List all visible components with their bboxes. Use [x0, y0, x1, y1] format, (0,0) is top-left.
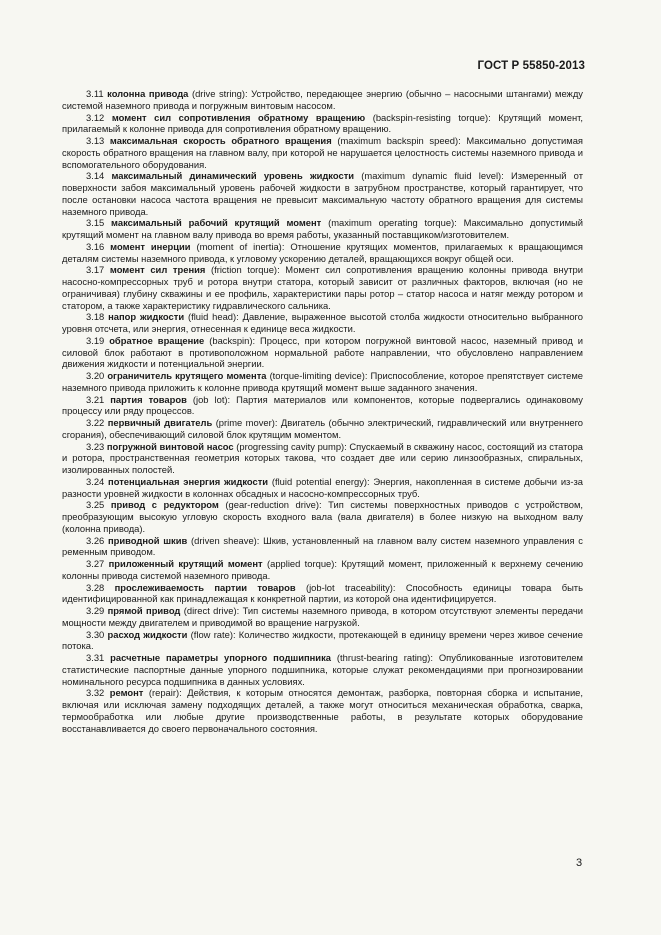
term-english: (fluid head) [187, 311, 237, 323]
term-entry [62, 112, 583, 136]
term-name: максимальный рабочий крутящий момент [111, 217, 322, 229]
page-header-standard: ГОСТ Р 55850-2013 [477, 60, 585, 72]
term-definition: : Измеренный от поверхности забоя максимальный уровень рабочей жидкости в затрубном пространстве, который гарантирует, что после остановки насоса частота вращения не превысит максимальную частоту обратного вращения для системы наземного привода. [62, 170, 583, 217]
term-definition: : Двигатель (обычно электрический, гидравлический или внутреннего сгорания), обеспечивающий силовой блок крутящим моментом. [62, 417, 584, 440]
term-name: ремонт [109, 687, 144, 699]
term-entry [62, 629, 583, 653]
term-entry [62, 335, 583, 370]
term-english: (backspin) [209, 334, 253, 346]
term-english: (thrust-bearing rating) [336, 652, 431, 663]
term-english: (drive string) [191, 88, 246, 99]
term-number: 3.20 [86, 370, 105, 381]
term-number: 3.24 [86, 475, 105, 487]
term-number: 3.21 [86, 393, 105, 405]
term-number: 3.19 [86, 334, 105, 346]
term-definition: : Партия материалов или компонентов, которые подвергались одинаковому процессу или ряду процессов. [62, 393, 583, 417]
term-entry [62, 170, 583, 217]
term-definition: : Приспособление, которое препятствует системе наземного привода приложить к колонне привода крутящий момент выше заданного значения. [62, 370, 584, 393]
term-number: 3.23 [86, 440, 105, 452]
term-name: первичный двигатель [107, 417, 213, 428]
term-entry [62, 605, 583, 629]
term-entry [62, 417, 583, 441]
term-english: (gear-reduction drive) [225, 499, 319, 511]
term-definition: : Энергия, накопленная в системе добычи из-за разности уровней жидкости в колоннах обсадных и насосно-компрессорных труб. [62, 475, 583, 499]
term-entry [62, 264, 583, 311]
term-definition: : Максимально допустимый крутящий момент на главном валу привода во время работы, указанный поставщиком/изготовителем. [62, 217, 584, 240]
term-number: 3.26 [86, 534, 105, 546]
term-name: момент сил трения [109, 264, 206, 276]
term-number: 3.18 [86, 311, 105, 323]
term-name: прямой привод [107, 605, 181, 616]
term-entry [62, 582, 583, 606]
term-entry [62, 311, 583, 335]
term-english: (flow rate) [190, 628, 233, 640]
term-english: (direct drive) [183, 605, 237, 616]
term-number: 3.22 [86, 417, 105, 428]
term-number: 3.28 [86, 581, 105, 593]
term-number: 3.32 [86, 687, 105, 699]
term-name: прослеживаемость партии товаров [114, 581, 296, 593]
term-definition: : Отношение крутящих моментов, прилагаемых к вращающимся деталям системы наземного привода, к угловому ускорению деталей, вращающихся вокруг общей оси. [62, 240, 584, 264]
term-definition: : Шкив, установленный на главном валу систем наземного управления с ременным приводом. [62, 534, 583, 558]
term-english: (backspin-resisting torque) [372, 111, 489, 123]
term-definition: : Количество жидкости, протекающей в единицу времени через живое сечение потока. [62, 628, 583, 652]
term-definition: : Тип системы поверхностных приводов с устройством, преобразующим высокую угловую скорость входного вала (вала двигателя) в более низкую на выходном валу (колонна привода). [62, 499, 584, 534]
term-english: (applied torque) [266, 558, 335, 569]
term-definition: : Момент сил сопротивления вращению колонны привода внутри насосно-компрессорных труб и ротора внутри статора, который зависит от различных факторов, включая (но не ограничивая) глубину скважины и ее профиль, характеристики пары ротор – статор насоса и натяг между ротором и статором, а также характеристику гидравлического сальника. [62, 264, 583, 311]
term-entry [62, 88, 583, 112]
term-number: 3.12 [86, 111, 105, 123]
term-name: колонна привода [107, 88, 189, 99]
term-name: максимальная скорость обратного вращения [109, 135, 332, 146]
page-number: 3 [576, 857, 583, 869]
term-english: (maximum backspin speed) [337, 135, 459, 146]
term-definition: : Действия, к которым относятся демонтаж, разборка, повторная сборка и испытание, включая или исключая замену подходящих деталей, а также могут относиться механическая обработка, сварка, термообработка или любые другие производственные работы, в результате которых оборудование восстанавливается до своего первоначального состояния. [62, 687, 583, 734]
term-definition: : Тип системы наземного привода, в котором отсутствуют элементы передачи мощности между двигателем и приводимой во вращение нагрузкой. [62, 605, 584, 628]
term-number: 3.25 [86, 499, 105, 511]
term-entry [62, 370, 583, 394]
term-entry [62, 241, 583, 265]
term-definition: : Максимально допустимая скорость обратного вращения на главном валу, при которой не нарушается целостность системы наземного привода и вспомогательного оборудования. [62, 135, 583, 170]
term-name: момент инерции [110, 240, 191, 252]
term-number: 3.29 [86, 605, 105, 616]
term-name: приводной шкив [108, 534, 188, 546]
term-english: (maximum dynamic fluid level) [361, 170, 502, 182]
term-english: (prime mover) [215, 417, 275, 428]
term-name: напор жидкости [108, 311, 185, 323]
term-number: 3.16 [86, 240, 105, 252]
term-entry [62, 217, 583, 241]
term-english: (fluid potential energy) [271, 475, 368, 487]
term-number: 3.11 [86, 88, 104, 99]
term-definition: : Крутящий момент, прилагаемый к колонне привода для сопротивления обратному вращению. [62, 111, 584, 135]
term-english: (repair) [148, 687, 180, 699]
term-entry [62, 476, 583, 500]
term-english: (job lot) [192, 393, 228, 405]
term-number: 3.17 [86, 264, 105, 276]
term-english: (progressing cavity pump) [236, 440, 345, 452]
term-english: (driven sheave) [191, 534, 257, 546]
term-entry [62, 135, 583, 170]
term-entry [62, 441, 583, 476]
term-name: расчетные параметры упорного подшипника [110, 652, 331, 663]
term-name: партия товаров [110, 393, 187, 405]
term-name: момент сил сопротивления обратному вращению [111, 111, 366, 123]
term-name: приложенный крутящий момент [108, 558, 263, 569]
term-number: 3.13 [86, 135, 105, 146]
term-number: 3.27 [86, 558, 105, 569]
term-name: ограничитель крутящего момента [107, 370, 267, 381]
term-entry [62, 687, 583, 734]
term-definition: : Опубликованные изготовителем статистические паспортные данные упорного подшипника, которые служат рекомендациями при прогнозировании номинального ресурса подшипника в данных условиях. [62, 652, 583, 687]
term-number: 3.14 [86, 170, 105, 182]
term-entry [62, 652, 583, 687]
term-name: погружной винтовой насос [106, 440, 234, 452]
term-number: 3.15 [86, 217, 105, 229]
term-definition: : Спускаемый в скважину насос, состоящий из статора и ротора, пространственная геометрия которых такова, что создает две или серию линзообразных, спиральных, изолированных полостей. [62, 440, 584, 475]
term-number: 3.30 [86, 628, 105, 640]
term-name: привод с редуктором [110, 499, 219, 511]
term-number: 3.31 [86, 652, 105, 663]
term-name: расход жидкости [107, 628, 188, 640]
term-entry [62, 499, 583, 534]
term-name: максимальный динамический уровень жидкости [111, 170, 355, 182]
term-name: потенциальная энергия жидкости [108, 475, 269, 487]
term-english: (maximum operating torque) [328, 217, 455, 229]
term-definition: : Процесс, при котором погружной винтовой насос, наземный привод и силовой блок работают в противоположном нормальной работе направлении, что обусловлено направлением движения жидкости и потенциальной энергии. [62, 334, 583, 370]
term-entry [62, 394, 583, 418]
term-english: (moment of inertia) [196, 240, 282, 252]
term-definition: : Крутящий момент, приложенный к верхнему сечению колонны привода системой наземного привода. [62, 558, 583, 581]
term-english: (torque-limiting device) [269, 370, 365, 381]
term-definition: : Давление, выраженное высотой столба жидкости относительно выбранного уровня отсчета, или энергия, отнесенная к единице веса жидкости. [62, 311, 583, 334]
term-definition: : Способность единицы товара быть идентифицированной как принадлежащая к конкретной партии, из которой она идентифицируется. [62, 581, 583, 605]
terms-list [62, 88, 583, 734]
term-entry [62, 558, 583, 582]
term-english: (job-lot traceability) [305, 581, 393, 593]
term-entry [62, 535, 583, 559]
term-definition: : Устройство, передающее энергию (обычно – насосными штангами) между системой наземного привода и погружным винтовым насосом. [62, 88, 583, 111]
term-name: обратное вращение [109, 334, 205, 346]
term-english: (friction torque) [210, 264, 278, 276]
